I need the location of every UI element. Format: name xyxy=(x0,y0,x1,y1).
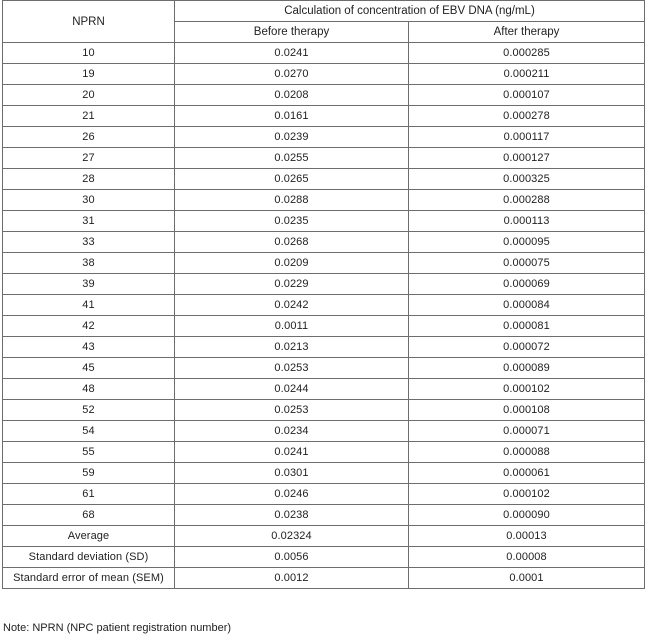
summary-row xyxy=(3,568,645,589)
table-row xyxy=(3,463,645,484)
cell-after-therapy: 0.000127 xyxy=(409,148,645,169)
cell-summary-label: Standard error of mean (SEM) xyxy=(3,568,175,589)
cell-nprn: 68 xyxy=(3,505,175,526)
cell-after-therapy: 0.000108 xyxy=(409,400,645,421)
cell-nprn: 42 xyxy=(3,316,175,337)
cell-nprn: 52 xyxy=(3,400,175,421)
cell-after-therapy: 0.000278 xyxy=(409,106,645,127)
table-row xyxy=(3,421,645,442)
table-row xyxy=(3,85,645,106)
cell-nprn: 48 xyxy=(3,379,175,400)
table-note: Note: NPRN (NPC patient registration number) xyxy=(3,622,232,634)
cell-before-therapy: 0.0301 xyxy=(175,463,409,484)
cell-before-therapy: 0.0235 xyxy=(175,211,409,232)
table-row xyxy=(3,505,645,526)
cell-nprn: 21 xyxy=(3,106,175,127)
table-row xyxy=(3,442,645,463)
cell-nprn: 19 xyxy=(3,64,175,85)
cell-nprn: 33 xyxy=(3,232,175,253)
cell-nprn: 31 xyxy=(3,211,175,232)
cell-after-therapy: 0.000102 xyxy=(409,379,645,400)
table-row xyxy=(3,295,645,316)
cell-before-therapy: 0.0011 xyxy=(175,316,409,337)
header-after-therapy: After therapy xyxy=(409,22,645,43)
cell-before-therapy: 0.0242 xyxy=(175,295,409,316)
cell-before-therapy: 0.0229 xyxy=(175,274,409,295)
table-row xyxy=(3,127,645,148)
table-row xyxy=(3,64,645,85)
cell-after-therapy: 0.000071 xyxy=(409,421,645,442)
table-row xyxy=(3,169,645,190)
ebv-dna-table xyxy=(2,0,645,589)
cell-after-therapy: 0.000061 xyxy=(409,463,645,484)
header-before-therapy: Before therapy xyxy=(175,22,409,43)
cell-nprn: 30 xyxy=(3,190,175,211)
cell-after-therapy: 0.000285 xyxy=(409,43,645,64)
table-row xyxy=(3,253,645,274)
cell-before-therapy: 0.0270 xyxy=(175,64,409,85)
table-row xyxy=(3,274,645,295)
cell-after-therapy: 0.000117 xyxy=(409,127,645,148)
cell-after-therapy: 0.000288 xyxy=(409,190,645,211)
table-row xyxy=(3,190,645,211)
cell-before-therapy: 0.0056 xyxy=(175,547,409,568)
cell-before-therapy: 0.0209 xyxy=(175,253,409,274)
cell-after-therapy: 0.000089 xyxy=(409,358,645,379)
cell-before-therapy: 0.0253 xyxy=(175,358,409,379)
cell-before-therapy: 0.0265 xyxy=(175,169,409,190)
header-nprn: NPRN xyxy=(3,1,175,43)
cell-nprn: 61 xyxy=(3,484,175,505)
summary-row xyxy=(3,547,645,568)
table-header xyxy=(3,1,645,43)
cell-before-therapy: 0.0255 xyxy=(175,148,409,169)
table-row xyxy=(3,232,645,253)
summary-row xyxy=(3,526,645,547)
cell-nprn: 43 xyxy=(3,337,175,358)
cell-before-therapy: 0.0244 xyxy=(175,379,409,400)
cell-nprn: 45 xyxy=(3,358,175,379)
cell-after-therapy: 0.000088 xyxy=(409,442,645,463)
cell-after-therapy: 0.000075 xyxy=(409,253,645,274)
cell-nprn: 55 xyxy=(3,442,175,463)
table-row xyxy=(3,484,645,505)
cell-after-therapy: 0.0001 xyxy=(409,568,645,589)
cell-before-therapy: 0.02324 xyxy=(175,526,409,547)
cell-after-therapy: 0.000113 xyxy=(409,211,645,232)
cell-after-therapy: 0.000069 xyxy=(409,274,645,295)
cell-before-therapy: 0.0208 xyxy=(175,85,409,106)
cell-before-therapy: 0.0268 xyxy=(175,232,409,253)
cell-after-therapy: 0.000325 xyxy=(409,169,645,190)
table-body xyxy=(3,43,645,589)
cell-nprn: 26 xyxy=(3,127,175,148)
cell-nprn: 59 xyxy=(3,463,175,484)
table-row xyxy=(3,211,645,232)
table-row xyxy=(3,379,645,400)
cell-before-therapy: 0.0241 xyxy=(175,442,409,463)
cell-after-therapy: 0.00008 xyxy=(409,547,645,568)
table-row xyxy=(3,43,645,64)
cell-nprn: 27 xyxy=(3,148,175,169)
header-group: Calculation of concentration of EBV DNA (ng/mL) xyxy=(175,1,645,22)
cell-before-therapy: 0.0288 xyxy=(175,190,409,211)
cell-nprn: 10 xyxy=(3,43,175,64)
cell-before-therapy: 0.0239 xyxy=(175,127,409,148)
cell-after-therapy: 0.000084 xyxy=(409,295,645,316)
table-row xyxy=(3,358,645,379)
cell-before-therapy: 0.0246 xyxy=(175,484,409,505)
cell-before-therapy: 0.0238 xyxy=(175,505,409,526)
cell-nprn: 38 xyxy=(3,253,175,274)
cell-after-therapy: 0.000081 xyxy=(409,316,645,337)
cell-after-therapy: 0.000107 xyxy=(409,85,645,106)
cell-nprn: 28 xyxy=(3,169,175,190)
cell-after-therapy: 0.000090 xyxy=(409,505,645,526)
cell-nprn: 41 xyxy=(3,295,175,316)
cell-before-therapy: 0.0234 xyxy=(175,421,409,442)
cell-before-therapy: 0.0241 xyxy=(175,43,409,64)
cell-after-therapy: 0.000102 xyxy=(409,484,645,505)
cell-summary-label: Average xyxy=(3,526,175,547)
cell-after-therapy: 0.00013 xyxy=(409,526,645,547)
cell-after-therapy: 0.000095 xyxy=(409,232,645,253)
table-row xyxy=(3,337,645,358)
cell-before-therapy: 0.0012 xyxy=(175,568,409,589)
cell-nprn: 54 xyxy=(3,421,175,442)
cell-nprn: 20 xyxy=(3,85,175,106)
cell-nprn: 39 xyxy=(3,274,175,295)
cell-summary-label: Standard deviation (SD) xyxy=(3,547,175,568)
table-row xyxy=(3,400,645,421)
cell-before-therapy: 0.0253 xyxy=(175,400,409,421)
cell-before-therapy: 0.0213 xyxy=(175,337,409,358)
table-row xyxy=(3,148,645,169)
cell-after-therapy: 0.000072 xyxy=(409,337,645,358)
cell-before-therapy: 0.0161 xyxy=(175,106,409,127)
table-row xyxy=(3,316,645,337)
table-row xyxy=(3,106,645,127)
cell-after-therapy: 0.000211 xyxy=(409,64,645,85)
